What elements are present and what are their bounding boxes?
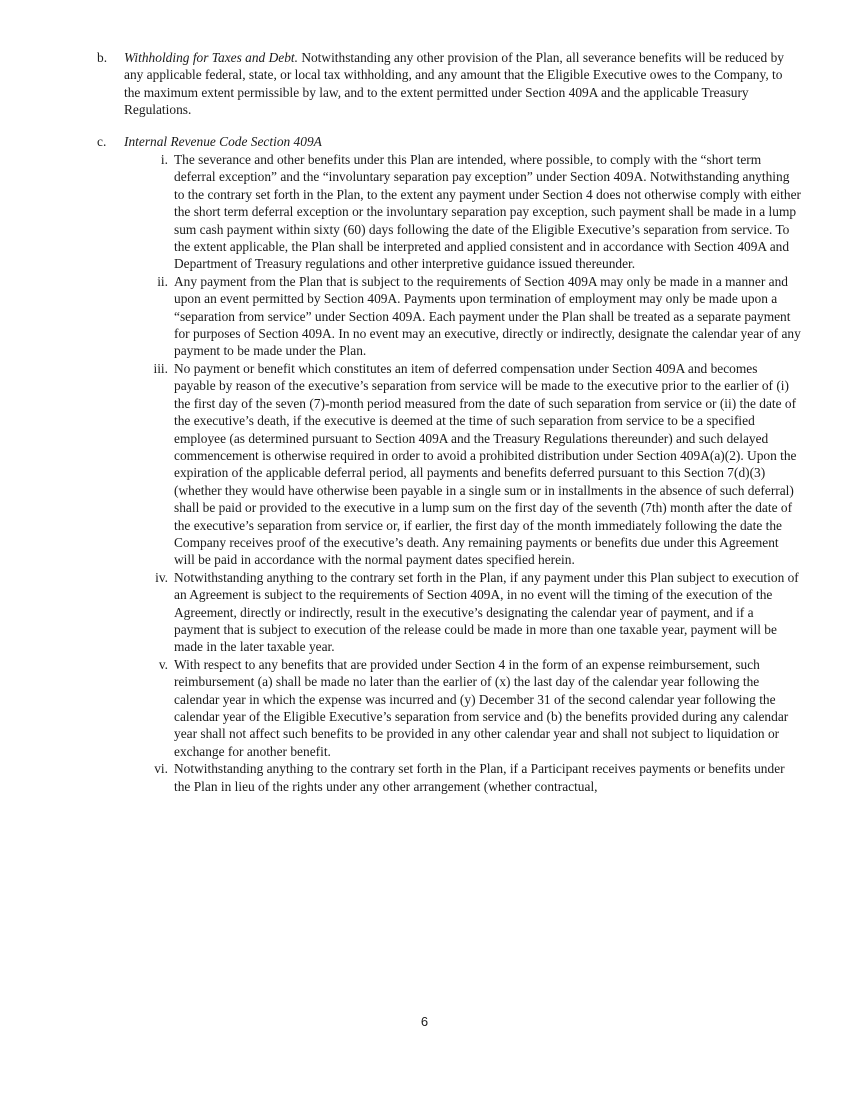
list-item-text: Notwithstanding anything to the contrary set forth in the Plan, if a Participant receives payments or benefits under the Plan in lieu of the rights under any other arrangement (whether contractual, [174,761,785,794]
list-item-text: Any payment from the Plan that is subject to the requirements of Section 409A may only be made in a manner and upon an event permitted by Section 409A. Payments upon termination of employment may only be made upon a “separation from service” under Section 409A. Each payment under the Plan shall be treated as a separate payment for purposes of Section 409A. In no event may an executive, directly or indirectly, designate the calendar year of any payment to be made under the Plan. [174,273,801,359]
section-c [97,133,802,150]
list-item-text: The severance and other benefits under this Plan are intended, where possible, to comply with the “short term deferral exception” and the “involuntary separation pay exception” under Section 409A. Notwithstanding anything to the contrary set forth in the Plan, to the extent any payment under Section 4 does not otherwise comply with either the short term deferral exception or the involuntary separation pay exception, such payment shall be made in a lump sum cash payment within sixty (60) days following the date of the Eligible Executive’s separation from service. To the extent applicable, the Plan shall be interpreted and applied consistent and in accordance with Section 409A and Department of Treasury regulations and other interpretive guidance issued thereunder. [174,152,801,272]
list-item-marker: i. [160,152,168,167]
section-c-marker: c. [97,134,107,149]
list-item-marker: iii. [153,360,168,376]
list-item-text: Notwithstanding anything to the contrary set forth in the Plan, if any payment under this Plan subject to execution of an Agreement is subject to the requirements of Section 409A, in no event will the timing of the execution of the Agreement, directly or indirectly, result in the executive’s designating the calendar year of payment, and if a payment that is subject to execution of the release could be made in more than one taxable year, payment will be made in the later taxable year. [174,569,799,655]
section-b-marker: b. [97,50,108,65]
section-b [97,49,802,119]
list-item-marker: iv. [155,569,168,585]
list-item-text: No payment or benefit which constitutes an item of deferred compensation under Section 409A and becomes payable by reason of the executive’s separation from service will be made to the executive prior to the earlier of (i) the first day of the seven (7)-month period measured from the date of such separation from service or (ii) the date of the executive’s death, if the executive is deemed at the time of such separation from service to be a specified employee (as determined pursuant to Section 409A and the Treasury Regulations thereunder) and such delayed commencement is otherwise required in order to avoid a prohibited distribution under Section 409A(a)(2). Upon the expiration of the applicable deferral period, all payments and benefits deferred pursuant to this Section 7(d)(3) (whether they would have otherwise been payable in a single sum or in installments in the absence of such deferral) shall be paid or provided to the executive in a lump sum on the first day of the seventh (7th) month after the date of the executive’s separation from service or, if earlier, the first day of the month immediately following the date the Company receives proof of the executive’s death. Any remaining payments or benefits due under this Agreement will be paid in accordance with the normal payment dates specified herein. [174,360,797,568]
list-item [124,151,802,273]
list-item [124,760,802,795]
section-b-text: Notwithstanding any other provision of the Plan, all severance benefits will be reduced by any applicable federal, state, or local tax withholding, and any amount that the Eligible Executive owes to the Company, to the maximum extent permissible by law, and to the extent permitted under Section 409A and the applicable Treasury Regulations. [124,50,784,118]
list-item [124,273,802,360]
list-item [124,569,802,656]
list-item [124,360,802,569]
list-item [124,656,802,760]
section-c-heading: Internal Revenue Code Section 409A [124,134,322,149]
section-c-list [124,151,802,795]
list-item-marker: ii. [157,273,168,289]
section-b-heading: Withholding for Taxes and Debt. [124,50,298,65]
list-item-marker: v. [158,656,168,672]
list-item-text: With respect to any benefits that are provided under Section 4 in the form of an expense reimbursement, such reimbursement (a) shall be made no later than the earlier of (x) the last day of the calendar year following the calendar year in which the expense was incurred and (y) December 31 of the second calendar year following the calendar year of the Eligible Executive’s separation from service and (b) the benefits provided during any calendar year shall not affect such benefits to be provided in any other calendar year and shall not subject to liquidation or exchange for another benefit. [174,656,789,759]
page-number: 6 [420,1014,429,1029]
section-b-body [124,49,802,119]
list-item-marker: vi. [154,761,168,777]
